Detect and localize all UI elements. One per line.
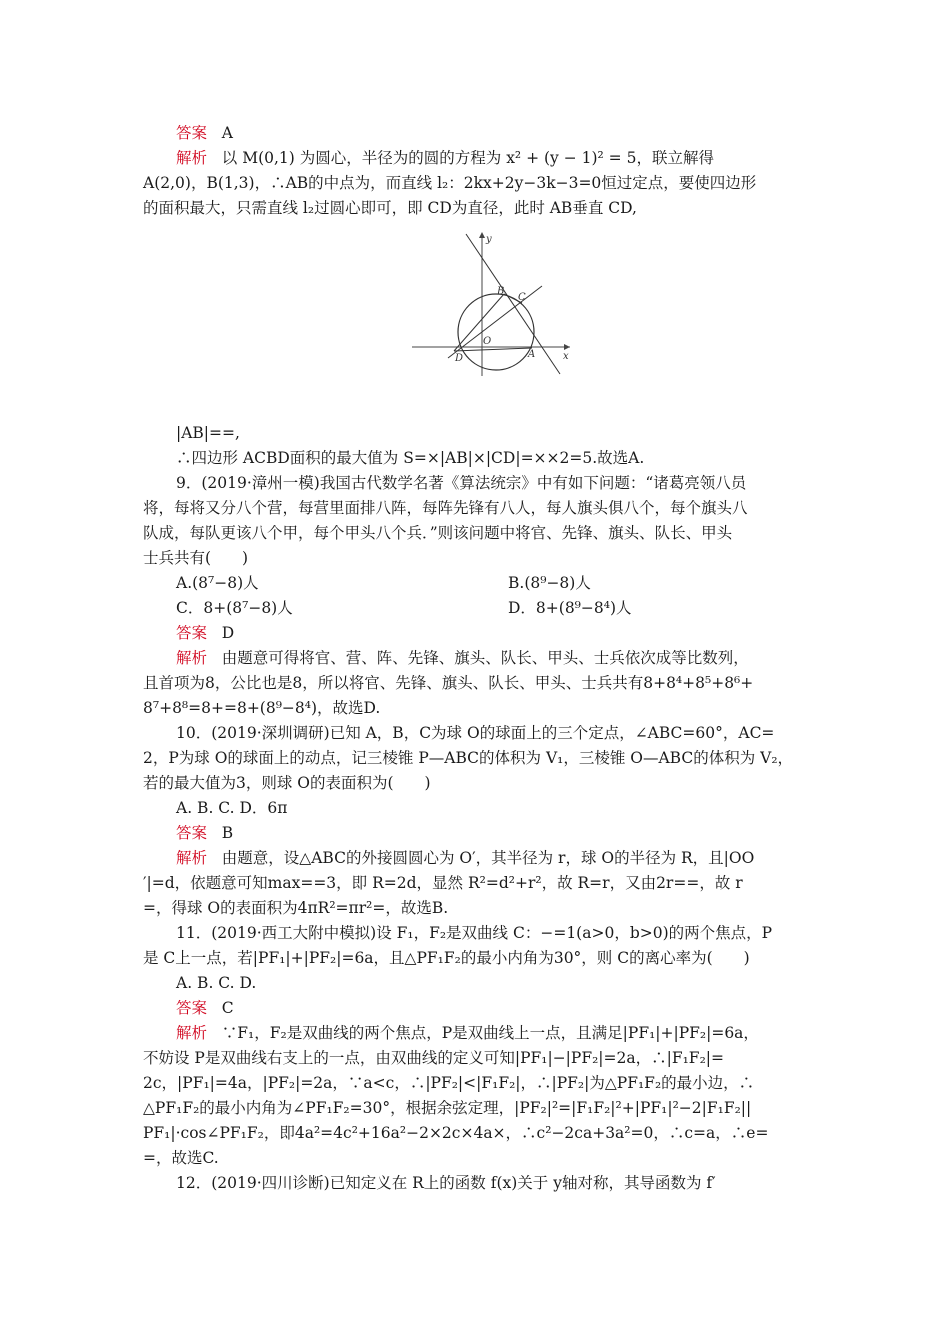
- q9-option-b: B.(8⁹−8)人: [508, 574, 591, 592]
- q8-conclusion: ∴四边形 ACBD面积的最大值为 S=×|AB|×|CD|=××2=5.故选A.: [176, 449, 645, 467]
- circle-figure: [412, 228, 572, 378]
- x-label: x: [563, 351, 569, 362]
- answer-value: B: [221, 824, 234, 842]
- q8-ab-length: |AB|==,: [176, 424, 240, 442]
- analysis-label: 解析: [176, 649, 208, 667]
- y-axis-arrow: [479, 232, 485, 238]
- q8-analysis-line-2: A(2,0)，B(1,3)，∴AB的中点为，而直线 l₂：2kx+2y−3k−3=0恒过定点，要使四边形: [143, 174, 757, 192]
- answer-label: 答案: [176, 999, 208, 1017]
- q9-analysis-line-3: 8⁷+8⁸=8+=8+(8⁹−8⁴)，故选D.: [143, 699, 381, 717]
- q9-answer: [176, 621, 234, 645]
- answer-label: 答案: [176, 124, 208, 142]
- analysis-label: 解析: [176, 149, 208, 167]
- q11-analysis-line-1: 解析 ∵F₁，F₂是双曲线的两个焦点，P是双曲线上一点，且满足|PF₁|+|PF₂|=6a，: [176, 1024, 759, 1042]
- q11-analysis-line-2: 不妨设 P是双曲线右支上的一点，由双曲线的定义可知|PF₁|−|PF₂|=2a，∴|F₁F₂|=: [143, 1049, 724, 1067]
- q9-stem-line-3: 队成，每队更该八个甲，每个甲头八个兵．”则该问题中将官、先锋、旗头、队长、甲头: [143, 524, 733, 542]
- q9-option-d: D．8+(8⁹−8⁴)人: [508, 599, 632, 617]
- q10-stem-line-3: 若的最大值为3，则球 O的表面积为( ): [143, 774, 431, 792]
- answer-value: D: [221, 624, 235, 642]
- q10-analysis-line-3: =，得球 O的表面积为4πR²=πr²=，故选B.: [143, 899, 449, 917]
- answer-value: C: [221, 999, 234, 1017]
- q9-option-a: A.(8⁷−8)人: [176, 574, 259, 592]
- q10-analysis-line-1: 解析 由题意，设△ABC的外接圆圆心为 O′，其半径为 r，球 O的半径为 R，且|OO: [176, 849, 755, 867]
- q11-analysis-line-6: =，故选C.: [143, 1149, 219, 1167]
- q11-answer: [176, 996, 234, 1020]
- q10-analysis-line-2: ′|=d，依题意可知max==3，即 R=2d，显然 R²=d²+r²，故 R=r，又由2r==，故 r: [143, 874, 743, 892]
- answer-label: 答案: [176, 824, 208, 842]
- line-ab: [466, 234, 560, 374]
- q11-analysis-line-3: 2c，|PF₁|=4a，|PF₂|=2a，∵a<c，∴|PF₂|<|F₁F₂|，∴|PF₂|为△PF₁F₂的最小边，∴: [143, 1074, 755, 1092]
- point-c-label: C: [518, 292, 526, 303]
- q9-stem-line-2: 将，每将又分八个营，每营里面排八阵，每阵先锋有八人，每人旗头俱八个，每个旗头八: [143, 499, 748, 517]
- q9-stem-line-4: 士兵共有( ): [143, 549, 249, 567]
- q10-stem-line-1: 10．(2019·深圳调研)已知 A，B，C为球 O的球面上的三个定点，∠ABC=60°，AC=: [176, 724, 775, 742]
- answer-label: 答案: [176, 624, 208, 642]
- q9-stem-line-1: 9．(2019·漳州一模)我国古代数学名著《算法统宗》中有如下问题：“诸葛亮领八员: [176, 474, 747, 492]
- q10-answer: [176, 821, 233, 845]
- analysis-label: 解析: [176, 849, 208, 867]
- q10-options: A. B. C. D．6π: [176, 799, 288, 817]
- q8-answer: [176, 121, 233, 145]
- point-a-label: A: [528, 349, 536, 360]
- q11-analysis-line-5: PF₁|·cos∠PF₁F₂，即4a²=4c²+16a²−2×2c×4a×，∴c²−2ca+3a²=0，∴c=a，∴e=: [143, 1124, 769, 1142]
- q8-analysis-line-1: 解析 以 M(0,1) 为圆心，半径为的圆的方程为 x² + (y − 1)² = 5，联立解得: [176, 149, 714, 167]
- q9-analysis-line-2: 且首项为8，公比也是8，所以将官、先锋、旗头、队长、甲头、士兵共有8+8⁴+8⁵+8⁶+: [143, 674, 754, 692]
- point-o-label: O: [483, 336, 492, 347]
- q8-analysis-line-3: 的面积最大，只需直线 l₂过圆心即可，即 CD为直径，此时 AB垂直 CD,: [143, 199, 637, 217]
- q11-analysis-line-4: △PF₁F₂的最小内角为∠PF₁F₂=30°，根据余弦定理，|PF₂|²=|F₁F₂|²+|PF₁|²−2|F₁F₂||: [143, 1099, 752, 1117]
- y-label: y: [486, 234, 492, 245]
- q9-option-c: C．8+(8⁷−8)人: [176, 599, 293, 617]
- q11-stem-line-2: 是 C上一点，若|PF₁|+|PF₂|=6a，且△PF₁F₂的最小内角为30°，则 C的离心率为( ): [143, 949, 750, 967]
- point-d-label: D: [455, 353, 464, 364]
- chord-da: [454, 348, 532, 351]
- circle: [458, 294, 534, 370]
- analysis-label: 解析: [176, 1024, 208, 1042]
- q11-options: A. B. C. D.: [176, 974, 257, 992]
- chord-db: [454, 294, 504, 351]
- q12-stem-line-1: 12．(2019·四川诊断)已知定义在 R上的函数 f(x)关于 y轴对称，其导函数为 f′: [176, 1174, 716, 1192]
- q11-stem-line-1: 11．(2019·西工大附中模拟)设 F₁，F₂是双曲线 C：−=1(a>0，b>0)的两个焦点，P: [176, 924, 773, 942]
- answer-value: A: [221, 124, 233, 142]
- point-b-label: B: [497, 286, 505, 297]
- q10-stem-line-2: 2，P为球 O的球面上的动点，记三棱锥 P—ABC的体积为 V₁，三棱锥 O—ABC的体积为 V₂，: [143, 749, 794, 767]
- x-axis-arrow: [564, 344, 570, 350]
- q9-analysis-line-1: 解析 由题意可得将官、营、阵、先锋、旗头、队长、甲头、士兵依次成等比数列，: [176, 649, 749, 667]
